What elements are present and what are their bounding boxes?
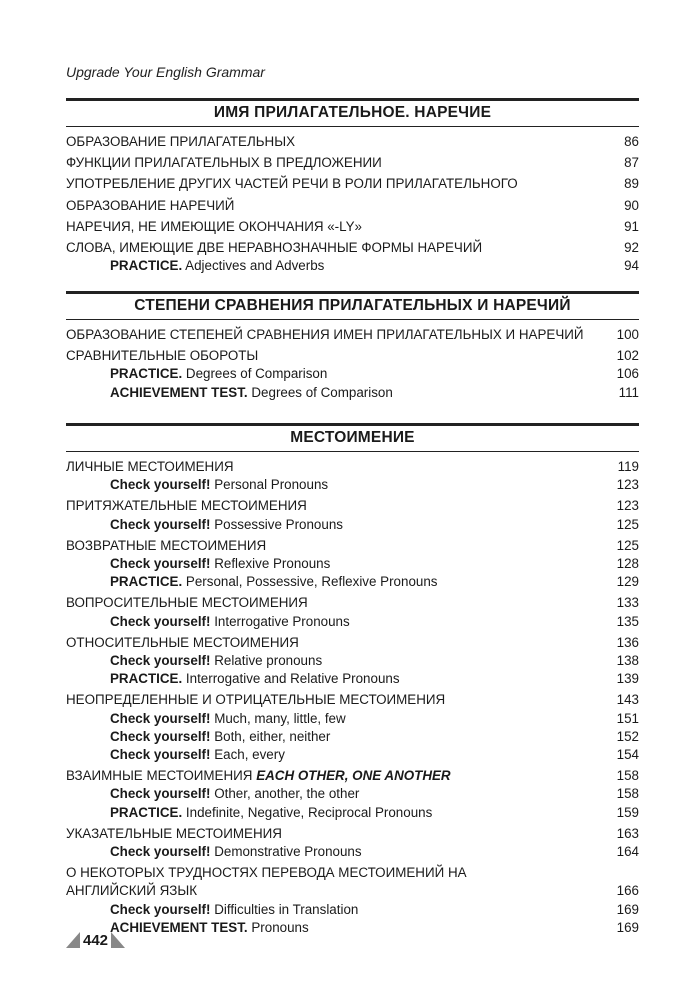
page-number: 138 [616, 653, 639, 669]
page-number: 123 [616, 477, 639, 493]
page-number: 89 [624, 176, 639, 192]
page-number: 128 [616, 556, 639, 572]
section-rule-bottom [66, 126, 639, 127]
page-number: 125 [616, 537, 639, 553]
toc-entry[interactable]: НАРЕЧИЯ, НЕ ИМЕЮЩИЕ ОКОНЧАНИЯ «-LY» 91 [66, 218, 639, 236]
triangle-left-icon [66, 932, 80, 948]
page-number-footer: 442 [83, 931, 109, 949]
toc-list [66, 458, 639, 937]
page-number: 159 [616, 804, 639, 820]
page-footer [66, 931, 125, 949]
toc-entry[interactable]: ПРИТЯЖАТЕЛЬНЫЕ МЕСТОИМЕНИЯ 123 [66, 497, 639, 515]
page-number: 158 [616, 786, 639, 802]
page-number: 92 [624, 240, 639, 256]
page-number: 135 [616, 613, 639, 629]
toc-subentry[interactable]: Check yourself! Both, either, neither 152 [66, 728, 639, 746]
page-number: 151 [616, 710, 639, 726]
toc-entry[interactable]: ОБРАЗОВАНИЕ ПРИЛАГАТЕЛЬНЫХ 86 [66, 133, 639, 151]
toc-subentry[interactable]: Check yourself! Difficulties in Translation 169 [66, 901, 639, 919]
toc-list [66, 326, 639, 402]
emphasized-term: EACH OTHER, ONE ANOTHER [256, 768, 451, 784]
page-number: 164 [616, 844, 639, 860]
page-number: 143 [616, 692, 639, 708]
toc-subentry[interactable]: Check yourself! Much, many, little, few 151 [66, 710, 639, 728]
page-number: 133 [616, 595, 639, 611]
toc-entry[interactable]: ОБРАЗОВАНИЕ СТЕПЕНЕЙ СРАВНЕНИЯ ИМЕН ПРИЛАГАТЕЛЬНЫХ И НАРЕЧИЙ 100 [66, 326, 639, 344]
toc-entry[interactable]: НЕОПРЕДЕЛЕННЫЕ И ОТРИЦАТЕЛЬНЫЕ МЕСТОИМЕНИЯ 143 [66, 691, 639, 709]
toc-subentry[interactable]: PRACTICE. Interrogative and Relative Pronouns 139 [66, 670, 639, 688]
toc-subentry[interactable]: Check yourself! Possessive Pronouns 125 [66, 516, 639, 534]
page-number: 86 [624, 134, 639, 149]
page-number: 94 [624, 258, 639, 274]
toc-subentry[interactable]: Check yourself! Demonstrative Pronouns 164 [66, 843, 639, 861]
page-number: 90 [624, 197, 639, 213]
page-number: 163 [616, 825, 639, 841]
section-title: МЕСТОИМЕНИЕ [290, 429, 415, 446]
page-number: 91 [624, 218, 639, 234]
toc-entry[interactable]: ВЗАИМНЫЕ МЕСТОИМЕНИЯ EACH OTHER, ONE ANOTHER 158 [66, 767, 639, 785]
toc-entry[interactable]: ВОЗВРАТНЫЕ МЕСТОИМЕНИЯ 125 [66, 537, 639, 555]
page-number: 139 [616, 671, 639, 687]
triangle-right-icon [111, 932, 125, 948]
toc-list [66, 133, 639, 275]
page-number: 158 [616, 768, 639, 784]
toc-subentry[interactable]: ACHIEVEMENT TEST. Degrees of Comparison 111 [66, 384, 639, 402]
toc-subentry[interactable]: PRACTICE. Indefinite, Negative, Reciprocal Pronouns 159 [66, 804, 639, 822]
page-number: 125 [616, 516, 639, 532]
toc-entry[interactable]: ВОПРОСИТЕЛЬНЫЕ МЕСТОИМЕНИЯ 133 [66, 594, 639, 612]
toc-subentry[interactable]: Check yourself! Reflexive Pronouns 128 [66, 555, 639, 573]
toc-subentry[interactable]: PRACTICE. Personal, Possessive, Reflexive Pronouns 129 [66, 573, 639, 591]
toc-subentry[interactable]: PRACTICE. Adjectives and Adverbs 94 [66, 257, 639, 275]
page-number: 166 [616, 883, 639, 899]
section-degrees-of-comparison [66, 291, 639, 402]
page-number: 129 [616, 574, 639, 590]
toc-subentry[interactable]: Check yourself! Other, another, the other 158 [66, 785, 639, 803]
section-title: ИМЯ ПРИЛАГАТЕЛЬНОЕ. НАРЕЧИЕ [213, 104, 492, 121]
toc-entry[interactable]: ОТНОСИТЕЛЬНЫЕ МЕСТОИМЕНИЯ 136 [66, 634, 639, 652]
page-number: 123 [616, 498, 639, 514]
toc-subentry[interactable]: PRACTICE. Degrees of Comparison 106 [66, 365, 639, 383]
toc-entry[interactable]: ФУНКЦИИ ПРИЛАГАТЕЛЬНЫХ В ПРЕДЛОЖЕНИИ 87 [66, 154, 639, 172]
toc-subentry[interactable]: Check yourself! Each, every 154 [66, 746, 639, 764]
section-adjectives-adverbs [66, 98, 639, 275]
page-number: 111 [618, 384, 639, 400]
section-pronouns [66, 423, 639, 937]
toc-entry[interactable]: УПОТРЕБЛЕНИЕ ДРУГИХ ЧАСТЕЙ РЕЧИ В РОЛИ ПРИЛАГАТЕЛЬНОГО 89 [66, 175, 639, 193]
page-number: 87 [624, 155, 639, 171]
section-title: СТЕПЕНИ СРАВНЕНИЯ ПРИЛАГАТЕЛЬНЫХ И НАРЕЧИЙ [134, 297, 571, 314]
page-number: 100 [616, 327, 639, 342]
toc-entry[interactable]: УКАЗАТЕЛЬНЫЕ МЕСТОИМЕНИЯ 163 [66, 825, 639, 843]
page-number: 136 [616, 634, 639, 650]
page-number: 169 [616, 919, 639, 935]
section-rule-bottom [66, 319, 639, 320]
toc-entry[interactable]: ОБРАЗОВАНИЕ НАРЕЧИЙ 90 [66, 197, 639, 215]
page-number: 152 [616, 728, 639, 744]
section-rule-bottom [66, 451, 639, 452]
toc-subentry[interactable]: ACHIEVEMENT TEST. Pronouns 169 [66, 919, 639, 937]
toc-subentry[interactable]: Check yourself! Relative pronouns 138 [66, 652, 639, 670]
toc-subentry[interactable]: Check yourself! Interrogative Pronouns 135 [66, 613, 639, 631]
running-head: Upgrade Your English Grammar [66, 64, 265, 80]
toc-subentry[interactable]: Check yourself! Personal Pronouns 123 [66, 476, 639, 494]
page-number: 154 [616, 747, 639, 763]
toc-entry[interactable]: СРАВНИТЕЛЬНЫЕ ОБОРОТЫ 102 [66, 347, 639, 365]
toc-entry[interactable]: О НЕКОТОРЫХ ТРУДНОСТЯХ ПЕРЕВОДА МЕСТОИМЕНИЙ НА АНГЛИЙСКИЙ ЯЗЫК 166 [66, 864, 639, 900]
page-number: 119 [617, 459, 639, 474]
toc-entry[interactable]: СЛОВА, ИМЕЮЩИЕ ДВЕ НЕРАВНОЗНАЧНЫЕ ФОРМЫ НАРЕЧИЙ 92 [66, 239, 639, 257]
page-number: 102 [616, 348, 639, 364]
page-number: 169 [616, 901, 639, 917]
page-number: 106 [616, 366, 639, 382]
toc-entry[interactable]: ЛИЧНЫЕ МЕСТОИМЕНИЯ 119 [66, 458, 639, 476]
